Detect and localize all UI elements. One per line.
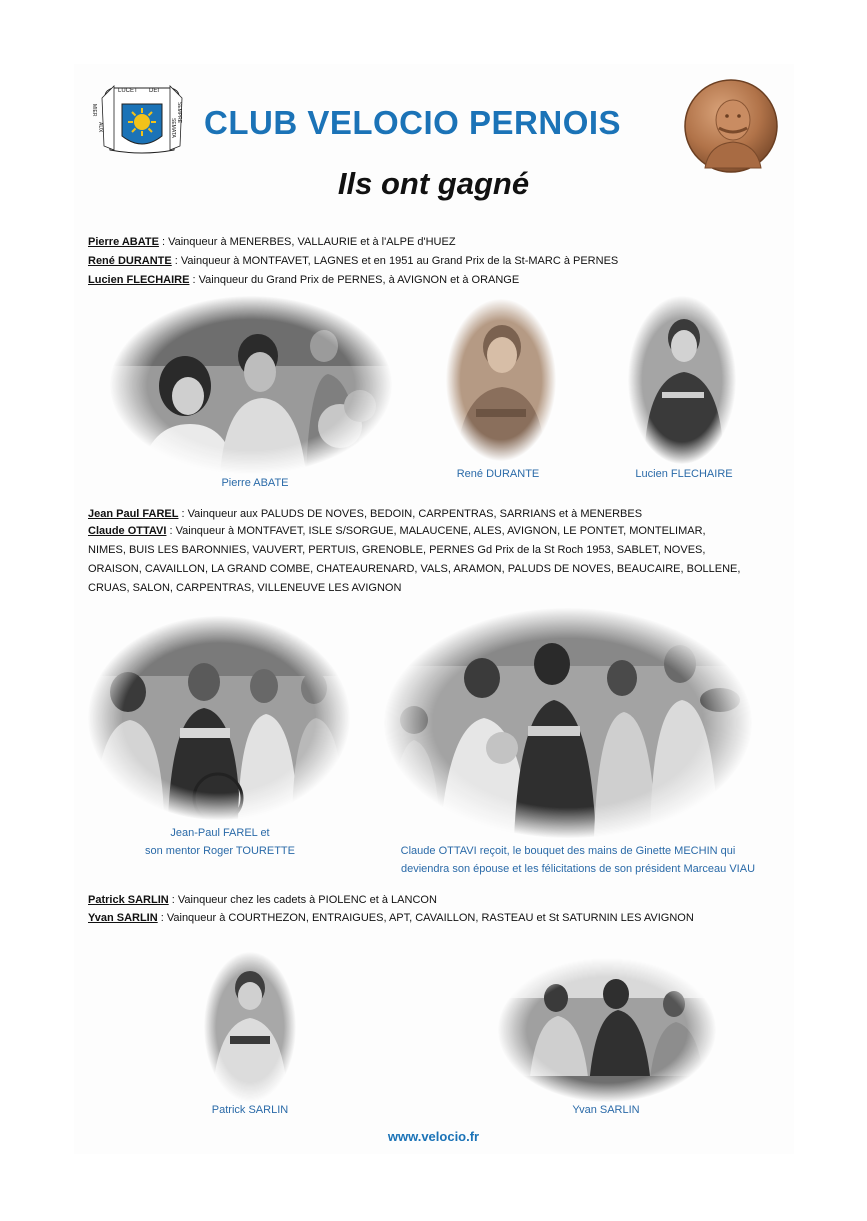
photo-yvan-sarlin: [498, 958, 716, 1102]
caption-farel-line-2: son mentor Roger TOURETTE: [145, 845, 295, 857]
winner-text: : Vainqueur à MONTFAVET, LAGNES et en 1951 au Grand Prix de la St-MARC à PERNES: [171, 255, 619, 267]
bronze-portrait-medal-icon: [683, 78, 779, 174]
caption-ottavi-line-1: Claude OTTAVI reçoit, le bouquet des mains de Ginette MECHIN qui: [400, 845, 736, 857]
logo-ribbon-word: LUCET: [118, 88, 138, 94]
logo-ribbon-word: SEMATA: [170, 118, 176, 138]
portrait-medal: [683, 78, 779, 174]
photo-pierre-abate: [110, 296, 392, 474]
winner-name: Patrick SARLIN: [88, 894, 169, 906]
logo-ribbon-word: DEI: [149, 88, 160, 94]
caption-pierre-abate: Pierre ABATE: [221, 477, 289, 489]
winner-line-rene-durante: [88, 251, 618, 271]
winner-line-pierre-abate: [88, 232, 456, 252]
caption-ottavi-line-2: deviendra son épouse et les félicitations de son président Marceau VIAU: [400, 863, 756, 875]
winner-name: Pierre ABATE: [88, 236, 159, 248]
logo-ribbon-word: MIER: [91, 104, 97, 117]
winner-name: Claude OTTAVI: [88, 525, 167, 537]
club-name: CLUB VELOCIO PERNOIS: [204, 104, 622, 141]
winner-text: : Vainqueur à COURTHEZON, ENTRAIGUES, APT, CAVAILLON, RASTEAU et St SATURNIN LES AVIGNON: [157, 912, 694, 924]
winner-text: : Vainqueur à MONTFAVET, ISLE S/SORGUE, MALAUCENE, ALES, AVIGNON, LE PONTET, MONTELIMAR,: [166, 525, 706, 537]
logo-ribbon-word: AUX: [97, 122, 103, 133]
winner-name: Jean Paul FAREL: [88, 508, 179, 520]
logo-ribbon-word: SEMPRE: [176, 102, 182, 124]
winner-text-continued: NIMES, BUIS LES BARONNIES, VAUVERT, PERTUIS, GRENOBLE, PERNES Gd Prix de la St Roch 1953, SABLET, NOVES,: [88, 544, 706, 556]
winner-line-patrick-sarlin: [88, 890, 437, 910]
caption-patrick-sarlin: Patrick SARLIN: [211, 1104, 289, 1116]
winner-name: Lucien FLECHAIRE: [88, 274, 190, 286]
winner-text: : Vainqueur à MENERBES, VALLAURIE et à l'ALPE d'HUEZ: [158, 236, 456, 248]
winner-line-lucien-flechaire: [88, 270, 519, 290]
winner-text: : Vainqueur du Grand Prix de PERNES, à AVIGNON et à ORANGE: [189, 274, 520, 286]
winner-line-yvan-sarlin: [88, 908, 694, 928]
winner-text: : Vainqueur chez les cadets à PIOLENC et à LANCON: [168, 894, 437, 906]
winner-name: Yvan SARLIN: [88, 912, 158, 924]
footer-website-link[interactable]: www.velocio.fr: [387, 1129, 480, 1144]
photo-lucien-flechaire: [628, 296, 736, 464]
photo-jean-paul-farel: [88, 616, 350, 820]
winner-text-continued: CRUAS, SALON, CARPENTRAS, VILLENEUVE LES AVIGNON: [88, 582, 402, 594]
photo-rene-durante: [446, 299, 556, 461]
caption-lucien-flechaire: Lucien FLECHAIRE: [635, 468, 733, 480]
winner-line-claude-ottavi: [88, 521, 706, 541]
caption-farel-line-1: Jean-Paul FAREL et: [170, 827, 270, 839]
caption-yvan-sarlin: Yvan SARLIN: [572, 1104, 640, 1116]
winner-name: René DURANTE: [88, 255, 172, 267]
photo-claude-ottavi: [384, 608, 752, 838]
caption-rene-durante: René DURANTE: [456, 468, 540, 480]
winner-text-continued: ORAISON, CAVAILLON, LA GRAND COMBE, CHATEAURENARD, VALS, ARAMON, PALUDS DE NOVES, BEAUCAIRE, BOLLENE,: [88, 563, 741, 575]
page-title: Ils ont gagné: [337, 166, 530, 201]
photo-patrick-sarlin: [204, 952, 296, 1102]
winner-text: : Vainqueur aux PALUDS DE NOVES, BEDOIN, CARPENTRAS, SARRIANS et à MENERBES: [178, 508, 643, 520]
